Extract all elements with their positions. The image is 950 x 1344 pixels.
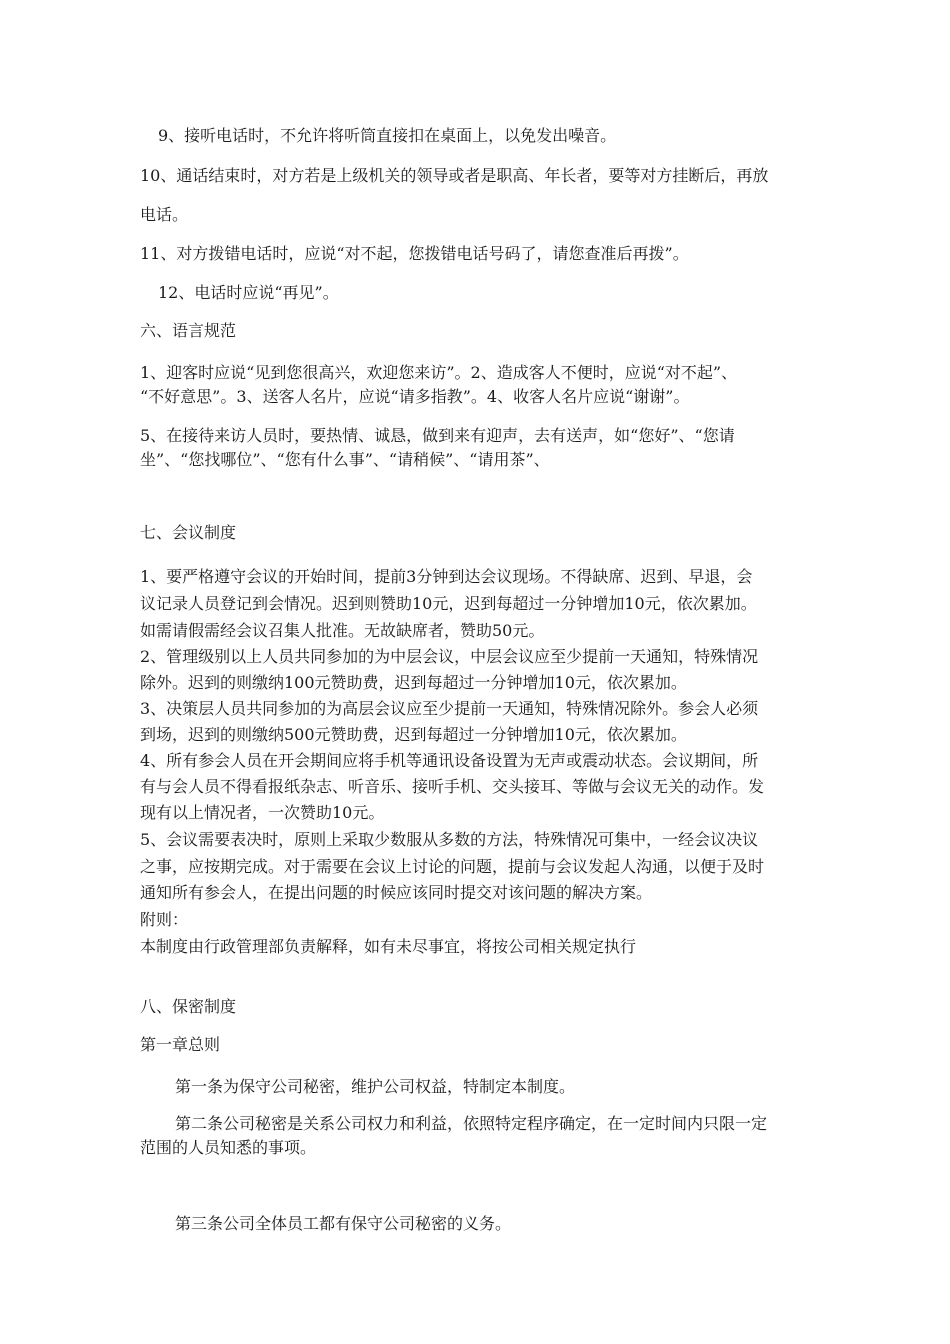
chapter-heading: 第一章总则 [140, 1035, 221, 1054]
section-heading-confidentiality: 八、保密制度 [140, 997, 237, 1016]
meeting-rules-line: 如需请假需经会议召集人批准。无故缺席者，赞助50元。 [140, 621, 545, 640]
rule-item-11: 11、对方拨错电话时，应说“对不起，您拨错电话号码了，请您查准后再拨”。 [140, 244, 689, 263]
language-paragraph-2-line2: 坐”、“您找哪位”、“您有什么事”、“请稍候”、“请用茶”、 [140, 450, 550, 469]
meeting-rules-line: 现有以上情况者，一次赞助10元。 [140, 803, 385, 822]
rule-item-9: 9、接听电话时，不允许将听筒直接扣在桌面上，以免发出噪音。 [158, 126, 617, 145]
language-paragraph-1-line1: 1、迎客时应说“见到您很高兴，欢迎您来访”。2、造成客人不便时，应说“对不起”、 [140, 363, 738, 382]
meeting-rules-line: 到场，迟到的则缴纳500元赞助费，迟到每超过一分钟增加10元，依次累加。 [140, 725, 687, 744]
meeting-rules-line: 3、决策层人员共同参加的为高层会议应至少提前一天通知，特殊情况除外。参会人必须 [140, 699, 759, 718]
section-heading-language: 六、语言规范 [140, 321, 237, 340]
article-3: 第三条公司全体员工都有保守公司秘密的义务。 [175, 1214, 512, 1233]
meeting-rules-line: 议记录人员登记到会情况。迟到则赞助10元，迟到每超过一分钟增加10元，依次累加。 [140, 594, 757, 613]
meeting-rules-line: 1、要严格遵守会议的开始时间，提前3分钟到达会议现场。不得缺席、迟到、早退，会 [140, 567, 753, 586]
article-2-line2: 范围的人员知悉的事项。 [140, 1138, 317, 1157]
language-paragraph-1-line2: “不好意思”。3、送客人名片，应说“请多指教”。4、收客人名片应说“谢谢”。 [140, 387, 690, 406]
appendix-text: 本制度由行政管理部负责解释，如有未尽事宜，将按公司相关规定执行 [140, 937, 637, 956]
meeting-rules-line: 有与会人员不得看报纸杂志、听音乐、接听手机、交头接耳、等做与会议无关的动作。发 [140, 777, 765, 796]
language-paragraph-2-line1: 5、在接待来访人员时，要热情、诚恳，做到来有迎声，去有送声，如“您好”、“您请 [140, 426, 735, 445]
section-heading-meeting: 七、会议制度 [140, 523, 237, 542]
meeting-rules-line: 2、管理级别以上人员共同参加的为中层会议，中层会议应至少提前一天通知，特殊情况 [140, 647, 759, 666]
meeting-rules-line: 通知所有参会人，在提出问题的时候应该同时提交对该问题的解决方案。 [140, 883, 653, 902]
meeting-rules-line: 之事，应按期完成。对于需要在会议上讨论的问题，提前与会议发起人沟通，以便于及时 [140, 857, 765, 876]
meeting-rules-line: 4、所有参会人员在开会期间应将手机等通讯设备设置为无声或震动状态。会议期间，所 [140, 751, 759, 770]
rule-item-12: 12、电话时应说“再见”。 [158, 283, 339, 302]
rule-item-10-line1: 10、通话结束时，对方若是上级机关的领导或者是职高、年长者，要等对方挂断后，再放 [140, 166, 769, 185]
article-1: 第一条为保守公司秘密，维护公司权益，特制定本制度。 [175, 1077, 576, 1096]
rule-item-10-line2: 电话。 [140, 205, 189, 224]
meeting-rules-line: 5、会议需要表决时，原则上采取少数服从多数的方法，特殊情况可集中，一经会议决议 [140, 830, 759, 849]
article-2-line1: 第二条公司秘密是关系公司权力和利益，依照特定程序确定，在一定时间内只限一定 [175, 1114, 768, 1133]
meeting-rules-line: 除外。迟到的则缴纳100元赞助费，迟到每超过一分钟增加10元，依次累加。 [140, 673, 687, 692]
appendix-label: 附则： [140, 910, 189, 929]
